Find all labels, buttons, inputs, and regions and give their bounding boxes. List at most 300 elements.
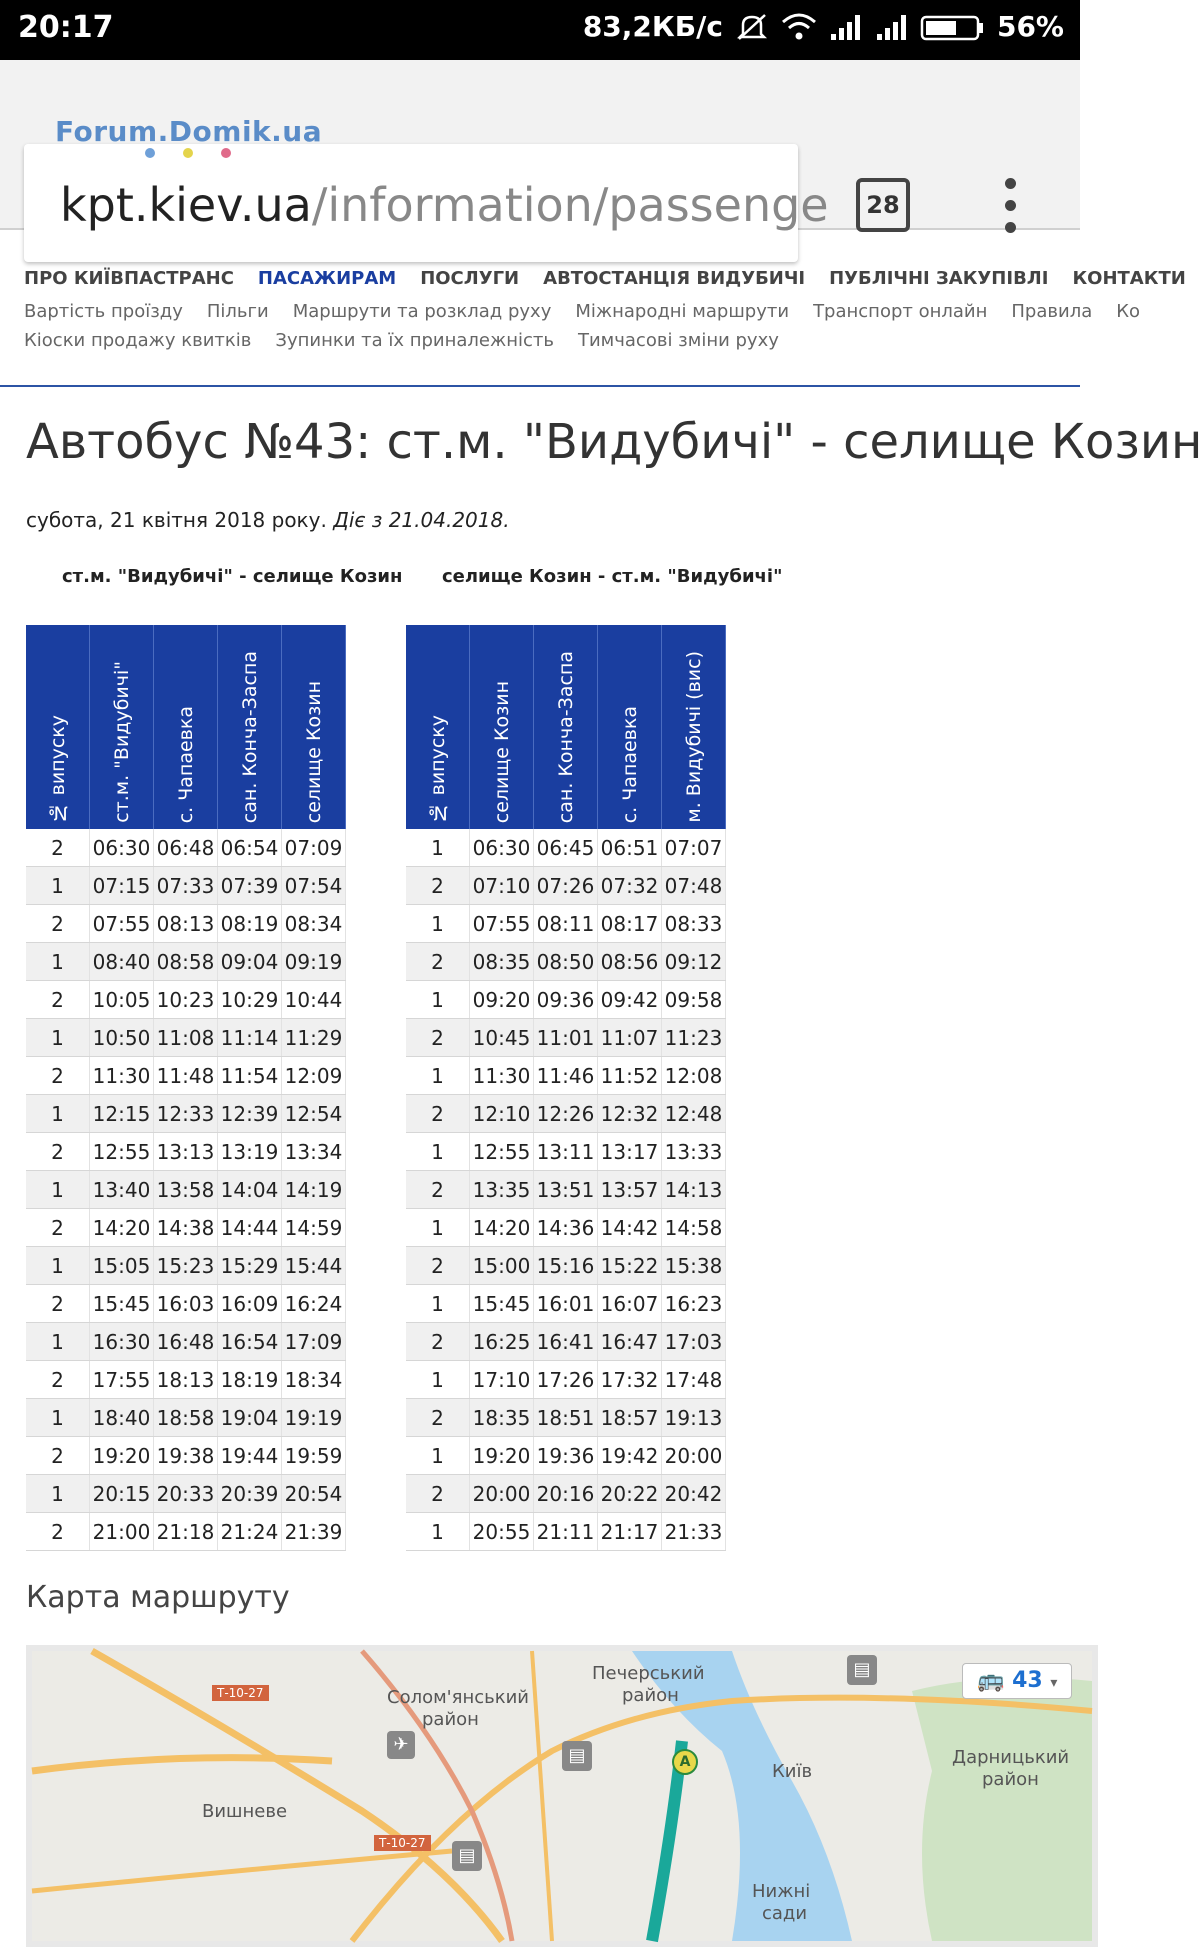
submenu-transport-online[interactable]: Транспорт онлайн (813, 301, 988, 322)
table-row (26, 981, 346, 1019)
table-cell: 14:19 (282, 1171, 346, 1209)
table-row (26, 943, 346, 981)
table-cell: 18:13 (154, 1361, 218, 1399)
table-cell: 07:55 (90, 905, 154, 943)
table-cell: 11:14 (218, 1019, 282, 1057)
column-header (90, 625, 154, 829)
table-cell: 11:23 (662, 1019, 726, 1057)
chevron-down-icon: ▾ (1050, 1675, 1058, 1691)
table-cell: 12:10 (470, 1095, 534, 1133)
table-cell: 11:46 (534, 1057, 598, 1095)
menu-bus-station[interactable]: АВТОСТАНЦІЯ ВИДУБИЧІ (543, 268, 806, 289)
table-cell: 18:19 (218, 1361, 282, 1399)
table-row (26, 1437, 346, 1475)
table-cell: 14:04 (218, 1171, 282, 1209)
table-cell: 14:44 (218, 1209, 282, 1247)
airport-icon[interactable]: ✈ (387, 1731, 415, 1759)
table-row (406, 943, 726, 981)
table-cell: 08:17 (598, 905, 662, 943)
table-cell: 1 (406, 1437, 470, 1475)
table-cell: 07:26 (534, 867, 598, 905)
table-row (26, 1399, 346, 1437)
table-cell: 07:33 (154, 867, 218, 905)
table-cell: 1 (406, 905, 470, 943)
table-cell: 15:44 (282, 1247, 346, 1285)
table-cell: 08:35 (470, 943, 534, 981)
column-header-label: сан. Конча-Заспа (238, 650, 261, 823)
table-cell: 13:51 (534, 1171, 598, 1209)
table-cell: 12:08 (662, 1057, 726, 1095)
label-darnytskyi: Дарницький (952, 1747, 1070, 1768)
url-bar[interactable] (24, 144, 829, 262)
table-cell: 2 (406, 1095, 470, 1133)
menu-passengers[interactable]: ПАСАЖИРАМ (257, 268, 397, 289)
table-cell: 19:44 (218, 1437, 282, 1475)
table-cell: 09:42 (598, 981, 662, 1019)
table-cell: 13:17 (598, 1133, 662, 1171)
table-cell: 11:30 (90, 1057, 154, 1095)
column-header (598, 625, 662, 829)
table-cell: 1 (26, 1019, 90, 1057)
schedule-date: субота, 21 квітня 2018 року. Діє з 21.04.2018. (26, 508, 510, 532)
network-speed: 83,2КБ/с (582, 10, 723, 43)
submenu-stops[interactable]: Зупинки та їх приналежність (275, 330, 554, 351)
table-cell: 06:30 (470, 829, 534, 867)
table-cell: 14:20 (90, 1209, 154, 1247)
table-cell: 08:50 (534, 943, 598, 981)
table-row (406, 1057, 726, 1095)
table-row (406, 867, 726, 905)
table-cell: 20:00 (470, 1475, 534, 1513)
table-cell: 20:16 (534, 1475, 598, 1513)
submenu-more[interactable]: Ко (1116, 301, 1141, 322)
submenu-rules[interactable]: Правила (1011, 301, 1093, 322)
column-header-label: с. Чапаевка (618, 705, 641, 823)
table-row (406, 1475, 726, 1513)
valid-from: Діє з 21.04.2018. (333, 508, 510, 532)
table-cell: 1 (406, 1209, 470, 1247)
table-row (406, 1437, 726, 1475)
table-cell: 1 (26, 1095, 90, 1133)
table-cell: 20:55 (470, 1513, 534, 1551)
bus-route-number: 43 (1012, 1668, 1043, 1693)
mute-icon (735, 12, 769, 42)
table1-caption: ст.м. "Видубичі" - селище Козин (62, 566, 403, 587)
table-row (406, 829, 726, 867)
table-cell: 12:39 (218, 1095, 282, 1133)
table-cell: 11:08 (154, 1019, 218, 1057)
battery-icon (921, 12, 985, 42)
signal-icon-2 (875, 12, 909, 42)
table-cell: 07:07 (662, 829, 726, 867)
table-cell: 06:54 (218, 829, 282, 867)
menu-services[interactable]: ПОСЛУГИ (420, 268, 520, 289)
table-cell: 09:12 (662, 943, 726, 981)
table-cell: 12:55 (470, 1133, 534, 1171)
table-row (406, 1133, 726, 1171)
route-map[interactable] (26, 1645, 1098, 1947)
table-cell: 07:10 (470, 867, 534, 905)
table-row (26, 905, 346, 943)
table-cell: 07:32 (598, 867, 662, 905)
table-cell: 08:34 (282, 905, 346, 943)
table-cell: 1 (406, 1133, 470, 1171)
table-cell: 1 (26, 867, 90, 905)
table-row (26, 1209, 346, 1247)
table-cell: 11:07 (598, 1019, 662, 1057)
table-cell: 19:19 (282, 1399, 346, 1437)
table-cell: 17:48 (662, 1361, 726, 1399)
table-cell: 13:58 (154, 1171, 218, 1209)
table-cell: 1 (406, 981, 470, 1019)
table-cell: 07:09 (282, 829, 346, 867)
table-cell: 2 (26, 1513, 90, 1551)
table-cell: 11:48 (154, 1057, 218, 1095)
table-cell: 19:20 (470, 1437, 534, 1475)
table-row (26, 1133, 346, 1171)
table-cell: 1 (26, 1171, 90, 1209)
url-text: kpt.kiev.ua/information/passenge (60, 178, 829, 232)
watermark-logo: Forum.Domik.ua (55, 115, 323, 148)
table-cell: 12:32 (598, 1095, 662, 1133)
table-row (406, 1323, 726, 1361)
table-row (406, 1399, 726, 1437)
table-row (26, 1513, 346, 1551)
label-pechersk-2: район (622, 1685, 679, 1706)
table-cell: 09:58 (662, 981, 726, 1019)
menu-about[interactable]: ПРО КИЇВПАСТРАНС (24, 268, 234, 289)
table-cell: 19:36 (534, 1437, 598, 1475)
road-sign-t1027-2: Т-10-27 (374, 1835, 431, 1851)
table-cell: 15:05 (90, 1247, 154, 1285)
table-cell: 18:58 (154, 1399, 218, 1437)
table-cell: 13:11 (534, 1133, 598, 1171)
route-start-marker[interactable]: A (672, 1749, 698, 1775)
table-cell: 2 (26, 829, 90, 867)
signal-icon-1 (829, 12, 863, 42)
table-row (26, 1361, 346, 1399)
table-row (26, 1095, 346, 1133)
column-header-label: № випуску (426, 714, 449, 823)
column-header-label: ст.м. "Видубичі" (110, 661, 133, 823)
submenu-benefits[interactable]: Пільги (206, 301, 269, 322)
table-cell: 08:58 (154, 943, 218, 981)
map-canvas (32, 1651, 1092, 1941)
table-cell: 18:35 (470, 1399, 534, 1437)
table-cell: 16:47 (598, 1323, 662, 1361)
table-cell: 12:15 (90, 1095, 154, 1133)
table-cell: 15:29 (218, 1247, 282, 1285)
tab-switcher-button[interactable]: 28 (856, 178, 910, 232)
submenu-kiosks[interactable]: Кіоски продажу квитків (24, 330, 252, 351)
table-cell: 12:26 (534, 1095, 598, 1133)
table-cell: 10:23 (154, 981, 218, 1019)
nav-divider (0, 385, 1080, 387)
table-row (406, 1095, 726, 1133)
table-cell: 20:39 (218, 1475, 282, 1513)
label-sady: сади (762, 1903, 808, 1924)
status-right (583, 10, 1064, 43)
table-cell: 2 (26, 1361, 90, 1399)
table-cell: 1 (406, 1057, 470, 1095)
bus-station-icon[interactable]: ▤ (562, 1741, 592, 1771)
table-cell: 13:33 (662, 1133, 726, 1171)
table-cell: 15:45 (90, 1285, 154, 1323)
table-row (26, 1475, 346, 1513)
table-cell: 21:00 (90, 1513, 154, 1551)
table-cell: 18:57 (598, 1399, 662, 1437)
table-cell: 1 (406, 1513, 470, 1551)
table-cell: 20:42 (662, 1475, 726, 1513)
table-cell: 12:33 (154, 1095, 218, 1133)
column-header-label: м. Видубичі (вис) (682, 651, 705, 823)
label-kyiv: Київ (772, 1761, 813, 1782)
table-row (406, 1247, 726, 1285)
table-cell: 2 (406, 1171, 470, 1209)
submenu-international[interactable]: Міжнародні маршрути (575, 301, 790, 322)
column-header-label: сан. Конча-Заспа (554, 650, 577, 823)
table-cell: 13:13 (154, 1133, 218, 1171)
table-cell: 11:01 (534, 1019, 598, 1057)
menu-contacts[interactable]: КОНТАКТИ (1072, 268, 1186, 289)
label-darnytskyi-2: район (982, 1769, 1039, 1790)
table-cell: 16:09 (218, 1285, 282, 1323)
table-cell: 18:51 (534, 1399, 598, 1437)
page-title: Автобус №43: ст.м. "Видубичі" - селище Козин (26, 414, 1202, 470)
table-cell: 2 (26, 1133, 90, 1171)
table-cell: 14:59 (282, 1209, 346, 1247)
table-cell: 1 (406, 1285, 470, 1323)
table-cell: 16:25 (470, 1323, 534, 1361)
table-cell: 1 (26, 1247, 90, 1285)
table-cell: 2 (26, 1285, 90, 1323)
table-cell: 1 (26, 1475, 90, 1513)
table-row (26, 1019, 346, 1057)
table-row (406, 1361, 726, 1399)
table-cell: 16:03 (154, 1285, 218, 1323)
table-cell: 14:13 (662, 1171, 726, 1209)
table-cell: 16:24 (282, 1285, 346, 1323)
table-cell: 14:36 (534, 1209, 598, 1247)
table-cell: 10:50 (90, 1019, 154, 1057)
table-cell: 06:48 (154, 829, 218, 867)
table-row (26, 867, 346, 905)
table-cell: 1 (26, 1399, 90, 1437)
bus-route-selector[interactable] (962, 1663, 1072, 1699)
column-header (218, 625, 282, 829)
table-cell: 17:26 (534, 1361, 598, 1399)
table2-caption: селище Козин - ст.м. "Видубичі" (442, 566, 783, 587)
table-cell: 19:13 (662, 1399, 726, 1437)
table-cell: 2 (406, 1019, 470, 1057)
table-cell: 18:40 (90, 1399, 154, 1437)
table-cell: 16:41 (534, 1323, 598, 1361)
table-cell: 08:19 (218, 905, 282, 943)
table-row (406, 1209, 726, 1247)
table-cell: 14:20 (470, 1209, 534, 1247)
table-cell: 15:16 (534, 1247, 598, 1285)
table-cell: 08:56 (598, 943, 662, 981)
table-cell: 2 (26, 981, 90, 1019)
table-cell: 20:22 (598, 1475, 662, 1513)
table-cell: 13:40 (90, 1171, 154, 1209)
menu-procurement[interactable]: ПУБЛІЧНІ ЗАКУПІВЛІ (829, 268, 1049, 289)
table-cell: 12:54 (282, 1095, 346, 1133)
table-cell: 07:55 (470, 905, 534, 943)
column-header (282, 625, 346, 829)
table-cell: 07:15 (90, 867, 154, 905)
table-cell: 21:33 (662, 1513, 726, 1551)
browser-toolbar (0, 60, 1080, 230)
table-cell: 12:09 (282, 1057, 346, 1095)
table-cell: 18:34 (282, 1361, 346, 1399)
table-cell: 21:24 (218, 1513, 282, 1551)
map-title: Карта маршруту (26, 1580, 290, 1615)
road-sign-t1027: Т-10-27 (212, 1685, 269, 1701)
label-solomianskyi: Солом'янський (387, 1687, 529, 1708)
table-cell: 19:20 (90, 1437, 154, 1475)
table-row (406, 1019, 726, 1057)
table-cell: 21:11 (534, 1513, 598, 1551)
table-cell: 10:05 (90, 981, 154, 1019)
table-cell: 08:40 (90, 943, 154, 981)
table-cell: 14:58 (662, 1209, 726, 1247)
table-row (26, 1323, 346, 1361)
table-cell: 09:04 (218, 943, 282, 981)
table-row (406, 981, 726, 1019)
label-solomianskyi-2: район (422, 1709, 479, 1730)
status-bar (0, 0, 1080, 60)
table-cell: 16:48 (154, 1323, 218, 1361)
table-cell: 2 (26, 1057, 90, 1095)
site-navigation (24, 268, 1186, 351)
table-cell: 07:54 (282, 867, 346, 905)
table-cell: 15:38 (662, 1247, 726, 1285)
table-cell: 16:23 (662, 1285, 726, 1323)
submenu-fares[interactable]: Вартість проїзду (24, 301, 183, 322)
table-cell: 19:59 (282, 1437, 346, 1475)
column-header (662, 625, 726, 829)
sub-menu (24, 301, 1141, 322)
table-cell: 13:57 (598, 1171, 662, 1209)
table-cell: 2 (406, 1247, 470, 1285)
table-cell: 17:03 (662, 1323, 726, 1361)
timetable-inbound (406, 625, 726, 1551)
table-cell: 15:23 (154, 1247, 218, 1285)
table-cell: 11:29 (282, 1019, 346, 1057)
table-cell: 17:55 (90, 1361, 154, 1399)
table-cell: 17:10 (470, 1361, 534, 1399)
table-cell: 10:45 (470, 1019, 534, 1057)
table-cell: 09:36 (534, 981, 598, 1019)
table-cell: 1 (26, 943, 90, 981)
table-row (406, 1171, 726, 1209)
table-cell: 2 (26, 1437, 90, 1475)
column-header-label: селище Козин (490, 680, 513, 823)
table-row (406, 1513, 726, 1551)
watermark-dots (145, 148, 231, 158)
table-cell: 20:15 (90, 1475, 154, 1513)
table-cell: 1 (26, 1323, 90, 1361)
table-cell: 11:30 (470, 1057, 534, 1095)
column-header (406, 625, 470, 829)
browser-menu-button[interactable] (1000, 178, 1020, 234)
table-cell: 08:33 (662, 905, 726, 943)
submenu-routes[interactable]: Маршрути та розклад руху (292, 301, 552, 322)
table-row (26, 1285, 346, 1323)
column-header-label: № випуску (46, 714, 69, 823)
table-cell: 21:39 (282, 1513, 346, 1551)
train-station-icon[interactable]: ▤ (847, 1655, 877, 1685)
submenu-temp-changes[interactable]: Тимчасові зміни руху (577, 330, 779, 351)
table-cell: 13:35 (470, 1171, 534, 1209)
table-row (26, 829, 346, 867)
label-vyshneve: Вишневе (202, 1801, 288, 1822)
sub-menu-2 (24, 330, 1124, 351)
table-cell: 2 (26, 1209, 90, 1247)
column-header (26, 625, 90, 829)
table-cell: 20:00 (662, 1437, 726, 1475)
table-cell: 13:34 (282, 1133, 346, 1171)
table-cell: 20:54 (282, 1475, 346, 1513)
table-cell: 13:19 (218, 1133, 282, 1171)
table-cell: 19:38 (154, 1437, 218, 1475)
bus-station-icon-2[interactable]: ▤ (452, 1841, 482, 1871)
table-cell: 19:42 (598, 1437, 662, 1475)
table-cell: 11:54 (218, 1057, 282, 1095)
wifi-icon (781, 12, 817, 42)
table-cell: 20:33 (154, 1475, 218, 1513)
timetable-outbound (26, 625, 346, 1551)
table-cell: 2 (406, 1323, 470, 1361)
label-pechersk: Печерський (592, 1663, 705, 1684)
table-cell: 2 (26, 905, 90, 943)
main-menu (24, 268, 1186, 289)
column-header (534, 625, 598, 829)
table-cell: 12:48 (662, 1095, 726, 1133)
table-cell: 08:11 (534, 905, 598, 943)
table-row (26, 1057, 346, 1095)
table-cell: 16:07 (598, 1285, 662, 1323)
table-cell: 2 (406, 1399, 470, 1437)
table-cell: 06:30 (90, 829, 154, 867)
table-cell: 09:19 (282, 943, 346, 981)
table-cell: 14:38 (154, 1209, 218, 1247)
table-cell: 12:55 (90, 1133, 154, 1171)
table-cell: 16:30 (90, 1323, 154, 1361)
table-cell: 09:20 (470, 981, 534, 1019)
table-cell: 14:42 (598, 1209, 662, 1247)
table-row (406, 905, 726, 943)
table-cell: 06:45 (534, 829, 598, 867)
label-nyzhni: Нижні (752, 1881, 811, 1902)
battery-percent: 56% (996, 10, 1064, 43)
column-header (470, 625, 534, 829)
table-cell: 06:51 (598, 829, 662, 867)
table-cell: 2 (406, 943, 470, 981)
bus-icon: 🚌 (977, 1668, 1005, 1693)
table-cell: 11:52 (598, 1057, 662, 1095)
table-cell: 16:54 (218, 1323, 282, 1361)
table-cell: 17:32 (598, 1361, 662, 1399)
table-cell: 15:45 (470, 1285, 534, 1323)
table-cell: 17:09 (282, 1323, 346, 1361)
table-cell: 2 (406, 867, 470, 905)
table-row (26, 1247, 346, 1285)
table-cell: 10:29 (218, 981, 282, 1019)
table-cell: 07:48 (662, 867, 726, 905)
table-row (406, 1285, 726, 1323)
